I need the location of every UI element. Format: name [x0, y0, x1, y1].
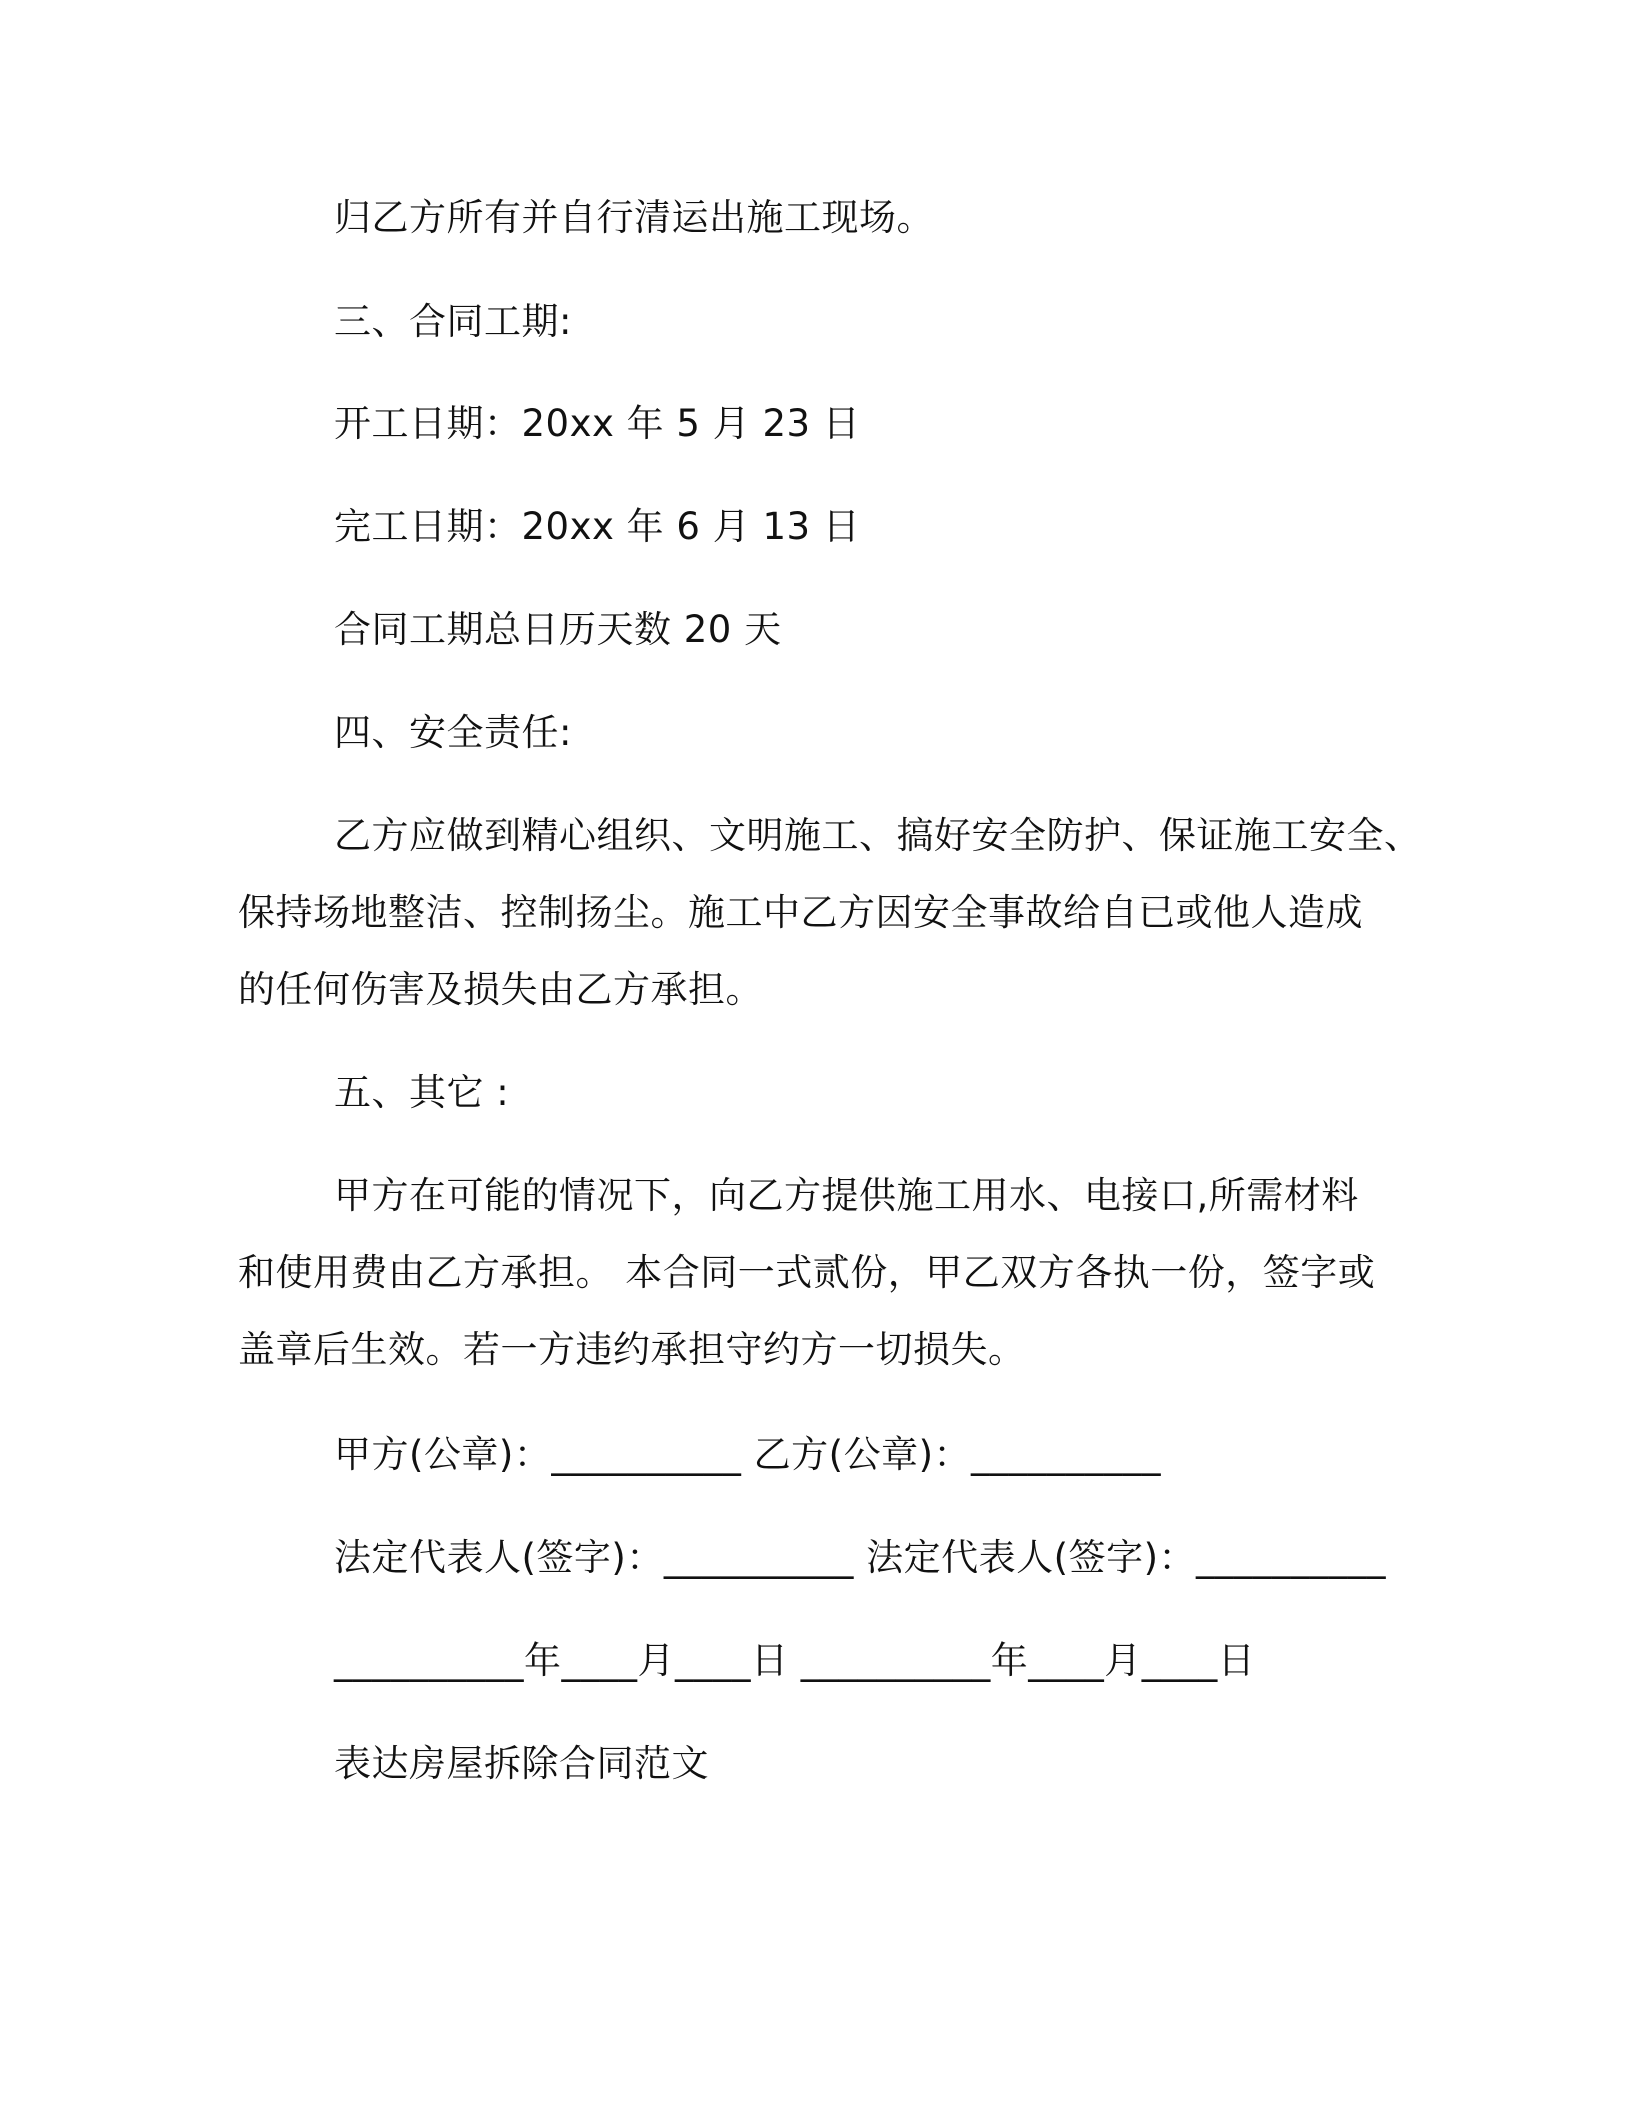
signature-date-line: __________年____月____日 __________年____月____日 — [334, 1639, 1256, 1682]
other-paragraph-line-3: 盖章后生效。若一方违约承担守约方一切损失。 — [238, 1328, 1026, 1371]
total-days-line: 合同工期总日历天数 20 天 — [334, 608, 782, 651]
paragraph-debris-ownership: 归乙方所有并自行清运出施工现场。 — [334, 196, 934, 239]
safety-paragraph-line-1: 乙方应做到精心组织、文明施工、搞好安全防护、保证施工安全、 — [334, 814, 1422, 857]
other-paragraph-line-1: 甲方在可能的情况下，向乙方提供施工用水、电接口,所需材料 — [334, 1174, 1359, 1217]
completion-date-line: 完工日期：20xx 年 6 月 13 日 — [334, 505, 861, 548]
legal-representative-line: 法定代表人(签字)：__________ 法定代表人(签字)：__________ — [334, 1536, 1387, 1579]
heading-other: 五、其它 : — [334, 1071, 510, 1114]
other-paragraph-line-2: 和使用费由乙方承担。 本合同一式贰份，甲乙双方各执一份，签字或 — [238, 1251, 1376, 1294]
document-title-footer: 表达房屋拆除合同范文 — [334, 1742, 709, 1785]
heading-contract-period: 三、合同工期: — [334, 300, 572, 343]
heading-safety-responsibility: 四、安全责任: — [334, 711, 572, 754]
start-date-line: 开工日期：20xx 年 5 月 23 日 — [334, 402, 861, 445]
party-seal-line: 甲方(公章)：__________ 乙方(公章)：__________ — [334, 1433, 1162, 1476]
safety-paragraph-line-2: 保持场地整洁、控制扬尘。施工中乙方因安全事故给自已或他人造成 — [238, 891, 1363, 934]
safety-paragraph-line-3: 的任何伤害及损失由乙方承担。 — [238, 968, 763, 1011]
